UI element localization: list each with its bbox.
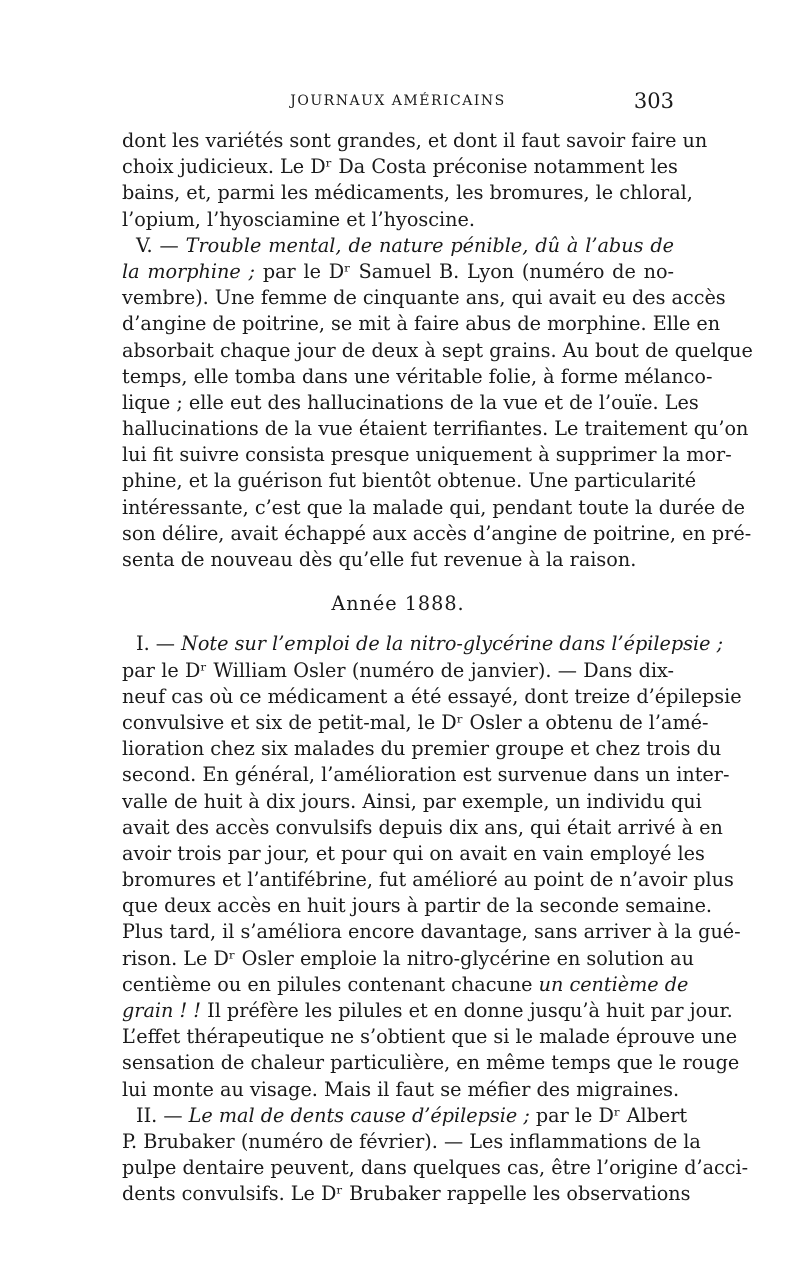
- section-number: I. —: [136, 632, 182, 656]
- text-line: par le Dʳ William Osler (numéro de janvier). — Dans dix-: [122, 658, 674, 682]
- text-line: dont les variétés sont grandes, et dont il faut savoir faire un: [122, 129, 708, 152]
- text-line: avait des accès convulsifs depuis dix ans, qui était arrivé à en: [122, 815, 723, 839]
- text-line: [122, 259, 674, 285]
- text-line: dents convulsifs. Le Dʳ Brubaker rappelle les observations: [122, 1182, 691, 1206]
- text-line: second. En général, l’amélioration est survenue dans un inter-: [122, 763, 730, 787]
- page-header: [122, 85, 674, 115]
- text-line: senta de nouveau dès qu’elle fut revenue à la raison.: [122, 548, 637, 571]
- text-line: avoir trois par jour, et pour qui on avait en vain employé les: [122, 841, 705, 865]
- page-body: [122, 128, 753, 1208]
- text-line: d’angine de poitrine, se mit à faire abus de morphine. Elle en: [122, 312, 721, 336]
- text-line: vembre). Une femme de cinquante ans, qui avait eu des accès: [122, 286, 726, 310]
- year-heading: Année 1888.: [331, 592, 465, 616]
- italic-fragment: un centième de: [538, 972, 689, 996]
- text-fragment: centième ou en pilules contenant chacune: [122, 972, 539, 996]
- text-line: absorbait chaque jour de deux à sept grains. Au bout de quelque: [122, 338, 753, 362]
- text-fragment: par le Dʳ Albert: [529, 1103, 688, 1127]
- text-line: lique ; elle eut des hallucinations de la vue et de l’ouïe. Les: [122, 390, 699, 414]
- italic-fragment: grain ! !: [122, 999, 202, 1022]
- text-line: rison. Le Dʳ Osler emploie la nitro-glycérine en solution au: [122, 946, 694, 970]
- text-line: Plus tard, il s’améliora encore davantage, sans arriver à la gué-: [122, 920, 741, 944]
- section-number: II. —: [136, 1103, 189, 1127]
- text-line: bromures et l’antifébrine, fut amélioré au point de n’avoir plus: [122, 868, 734, 892]
- text-line: L’effet thérapeutique ne s’obtient que si le malade éprouve une: [122, 1025, 738, 1049]
- text-line: convulsive et six de petit-mal, le Dʳ Osler a obtenu de l’amé-: [122, 710, 709, 734]
- text-line: choix judicieux. Le Dʳ Da Costa préconise notamment les: [122, 155, 678, 179]
- running-title: JOURNAUX AMÉRICAINS: [290, 93, 506, 109]
- text-line: neuf cas où ce médicament a été essayé, dont treize d’épilepsie: [122, 684, 742, 708]
- section-title: Note sur l’emploi de la nitro-glycérine dans l’épilepsie ;: [181, 632, 724, 656]
- section-number: V. —: [136, 233, 186, 257]
- text-line: lioration chez six malades du premier groupe et chez trois du: [122, 737, 722, 761]
- section-ii-title-line: [122, 1103, 688, 1129]
- text-line: valle de huit à dix jours. Ainsi, par exemple, un individu qui: [122, 789, 702, 813]
- text-line: son délire, avait échappé aux accès d’angine de poitrine, en pré-: [122, 521, 752, 545]
- text-line: lui monte au visage. Mais il faut se méfier des migraines.: [122, 1077, 680, 1101]
- text-line: [122, 998, 733, 1024]
- text-line: que deux accès en huit jours à partir de la seconde semaine.: [122, 894, 713, 918]
- text-fragment: par le Dʳ Samuel B. Lyon (numéro de no-: [255, 259, 675, 283]
- text-fragment: Il préfère les pilules et en donne jusqu’à huit par jour.: [201, 999, 733, 1022]
- text-line: l’opium, l’hyosciamine et l’hyoscine.: [122, 207, 475, 231]
- page-number: 303: [633, 89, 674, 113]
- text-line: temps, elle tomba dans une véritable folie, à forme mélanco-: [122, 364, 713, 388]
- text-line: [122, 972, 689, 998]
- section-i-title-line: [122, 631, 724, 657]
- text-line: pulpe dentaire peuvent, dans quelques cas, être l’origine d’acci-: [122, 1156, 749, 1180]
- text-line: phine, et la guérison fut bientôt obtenue. Une particularité: [122, 469, 697, 493]
- section-title: Le mal de dents cause d’épilepsie ;: [188, 1103, 530, 1127]
- section-v-title-line: [122, 233, 674, 259]
- text-line: intéressante, c’est que la malade qui, pendant toute la durée de: [122, 495, 745, 519]
- section-title: Trouble mental, de nature pénible, dû à l’abus de: [185, 233, 674, 257]
- text-line: P. Brubaker (numéro de février). — Les inflammations de la: [122, 1129, 701, 1153]
- section-title-cont: la morphine ;: [122, 259, 256, 283]
- text-line: sensation de chaleur particulière, en même temps que le rouge: [122, 1051, 740, 1075]
- text-line: bains, et, parmi les médicaments, les bromures, le chloral,: [122, 181, 693, 205]
- text-line: lui fit suivre consista presque uniquement à supprimer la mor-: [122, 443, 732, 467]
- text-line: hallucinations de la vue étaient terrifiantes. Le traitement qu’on: [122, 417, 749, 441]
